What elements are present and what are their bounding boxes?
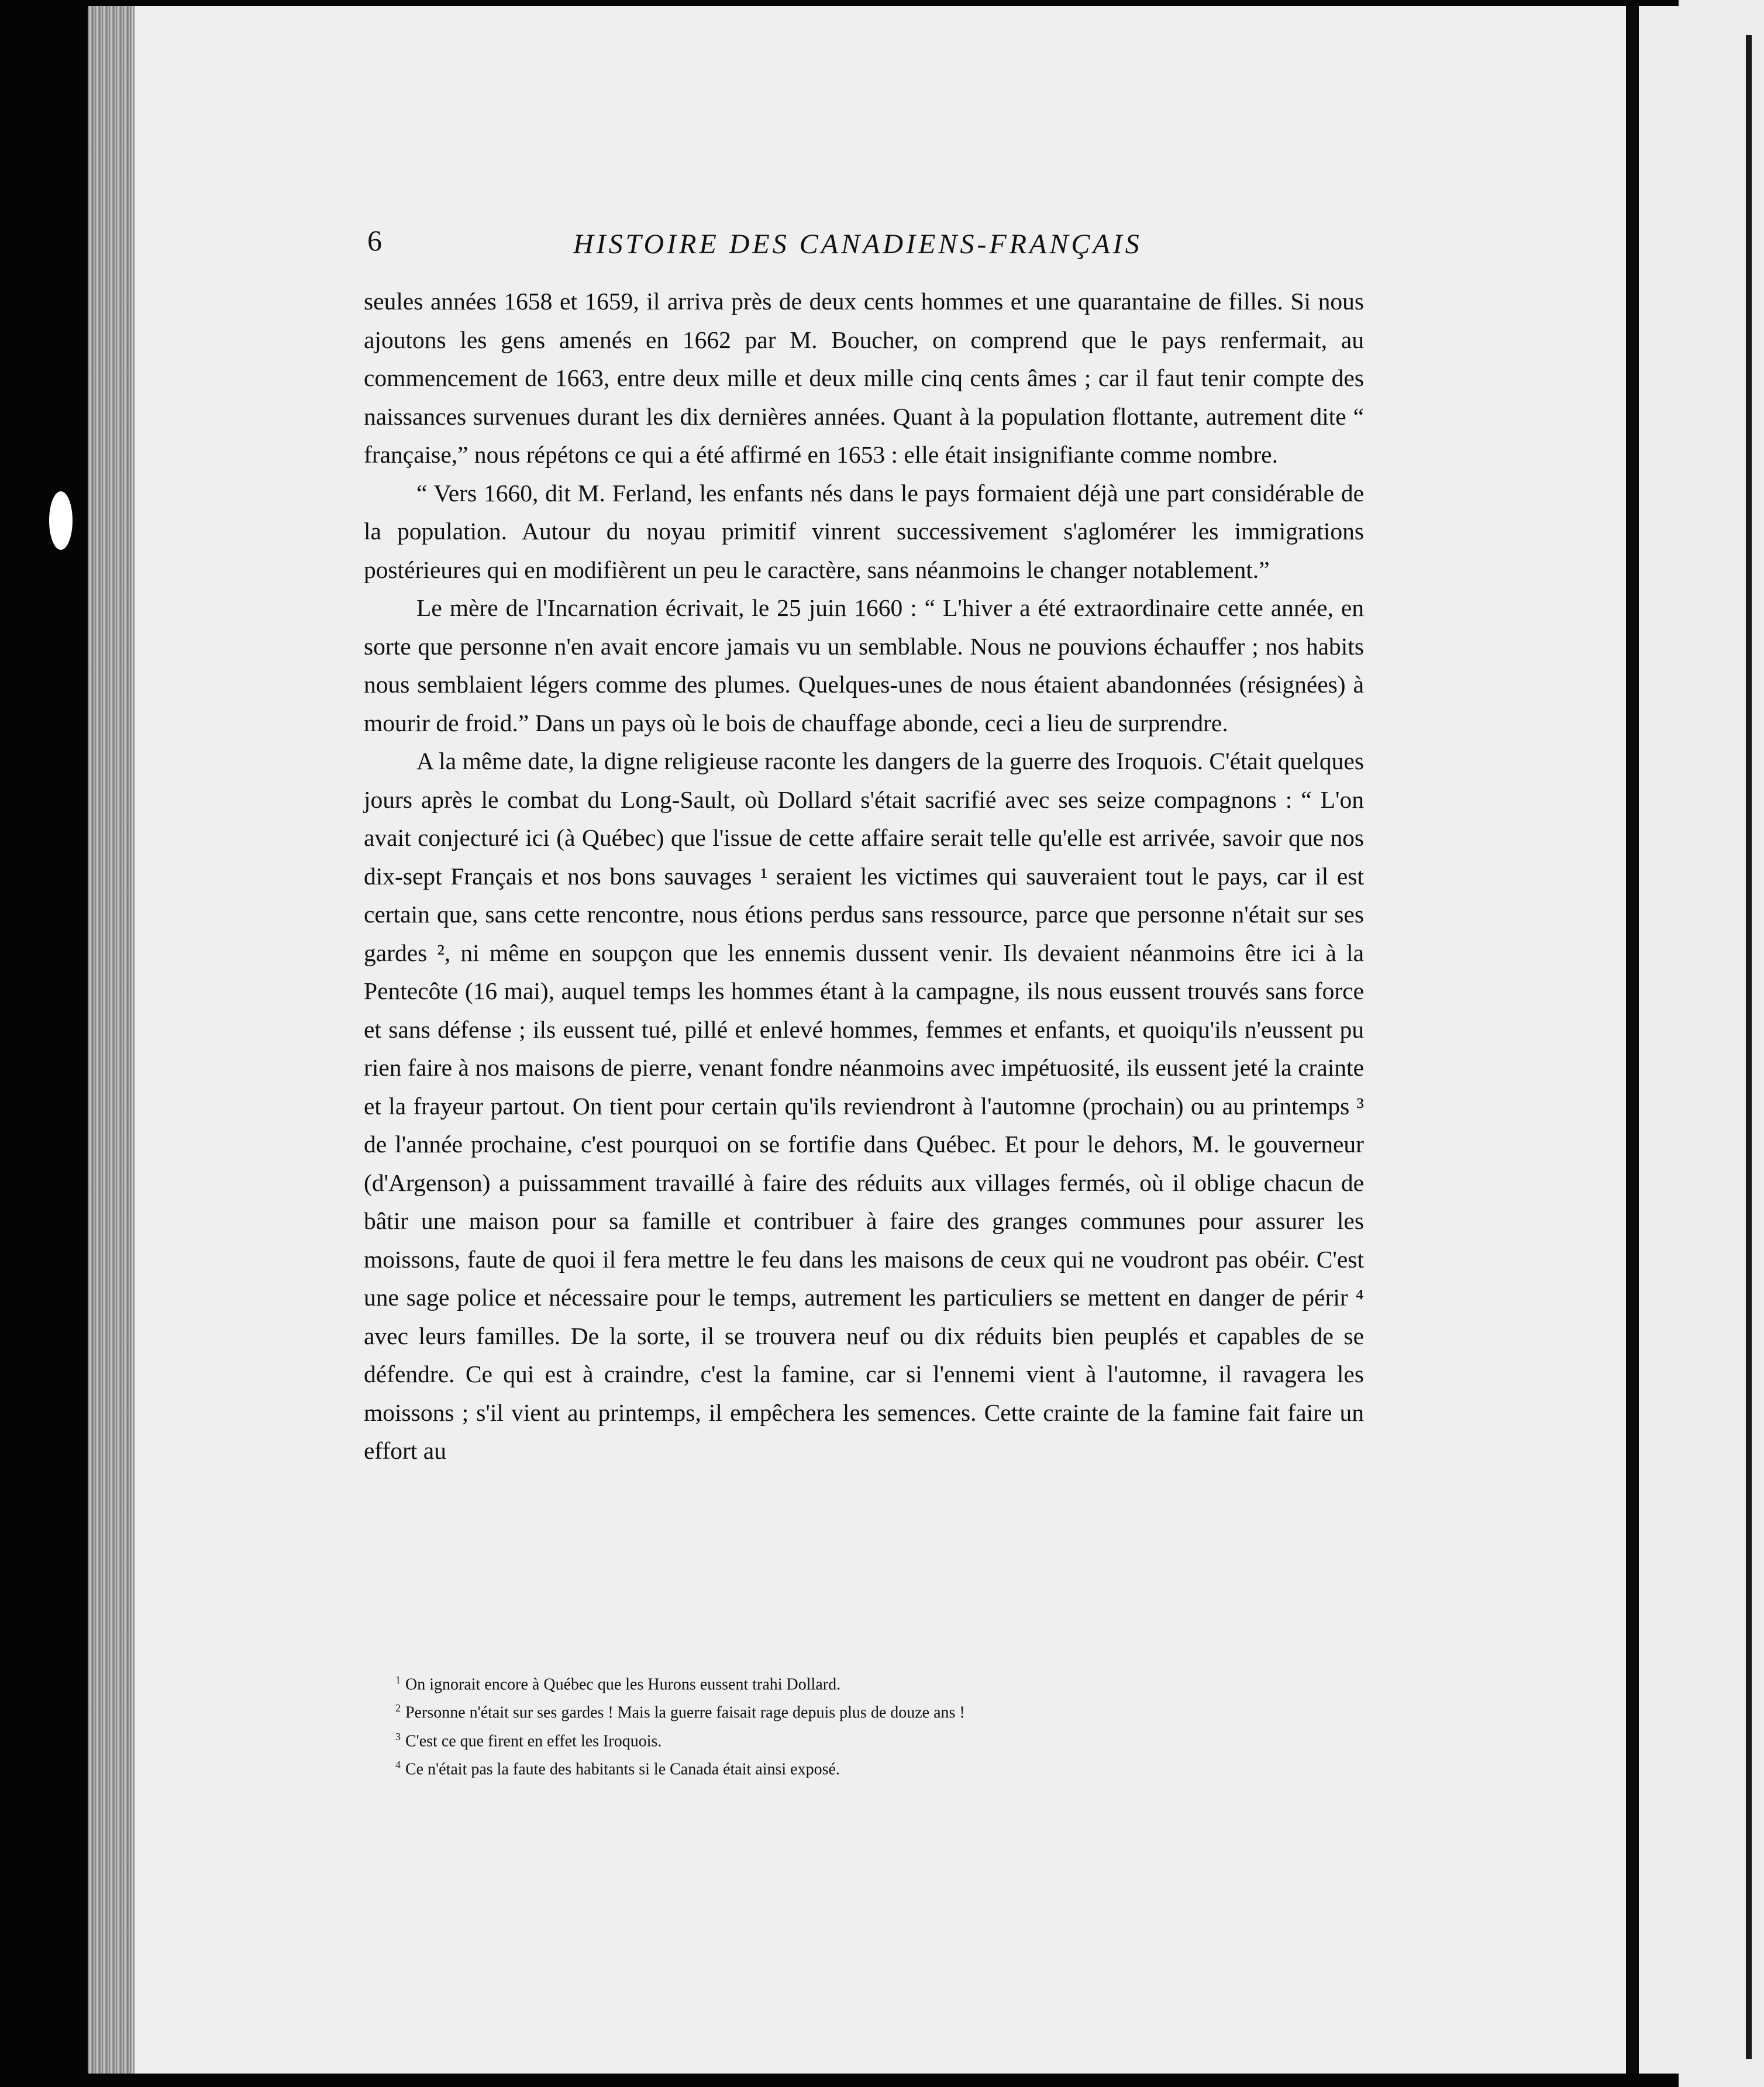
footnote-text: Personne n'était sur ses gardes ! Mais la guerre faisait rage depuis plus de douze ans ! bbox=[405, 1703, 965, 1722]
scan-artifact bbox=[49, 491, 73, 550]
paragraph: seules années 1658 et 1659, il arriva près de deux cents hommes et une quarantaine de filles. Si nous ajoutons les gens amenés en 1662 par M. Boucher, on comprend que le pays renfermait, au commencement de 1663, entre deux mille et deux mille cinq cents âmes ; car il faut tenir compte des naissances survenues durant les dix dernières années. Quant à la population flottante, autrement dite “ française,” nous répétons ce qui a été affirmé en 1653 : elle était insignifiante comme nombre. bbox=[364, 288, 1364, 468]
facing-page-edge bbox=[1639, 0, 1764, 2087]
paragraph: A la même date, la digne religieuse raconte les dangers de la guerre des Iroquois. C'était quelques jours après le combat du Long-Sault, où Dollard s'était sacrifié avec ses seize compagnons : “ L'on avait conjecturé ici (à Québec) que l'issue de cette affaire serait telle qu'elle est arrivée, savoir que nos dix-sept Français et nos bons sauvages ¹ seraient les victimes qui sauveraient tout le pays, car il est certain que, sans cette rencontre, nous étions perdus sans ressource, parce que personne n'était sur ses gardes ², ni même en soupçon que les ennemis dussent venir. Ils devaient néanmoins être ici à la Pentecôte (16 mai), auquel temps les hommes étant à la campagne, ils nous eussent trouvés sans force et sans défense ; ils eussent tué, pillé et enlevé hommes, femmes et enfants, et quoiqu'ils n'eussent pu rien faire à nos maisons de pierre, venant fondre néanmoins avec impétuosité, ils eussent jeté la crainte et la frayeur partout. On tient pour certain qu'ils reviendront à l'automne (prochain) ou au printemps ³ de l'année prochaine, c'est pourquoi on se fortifie dans Québec. Et pour le dehors, M. le gouverneur (d'Argenson) a puissamment travaillé à faire des réduits aux villages fermés, où il oblige chacun de bâtir une maison pour sa famille et contribuer à faire des granges communes pour assurer les moissons, faute de quoi il fera mettre le feu dans les maisons de ceux qui ne voudront pas obéir. C'est une sage police et nécessaire pour le temps, autrement les particuliers se mettent en danger de périr ⁴ avec leurs familles. De la sorte, il se trouvera neuf ou dix réduits bien peuplés et capables de se défendre. Ce qui est à craindre, c'est la famine, car si l'ennemi vient à l'automne, il ravagera les moissons ; s'il vient au printemps, il empêchera les semences. Cette crainte de la famine fait faire un effort au bbox=[364, 748, 1364, 1464]
page-number: 6 bbox=[367, 224, 382, 257]
top-border bbox=[88, 0, 1679, 6]
footnotes bbox=[395, 1668, 1273, 1781]
body-text bbox=[364, 283, 1364, 1470]
footnote bbox=[395, 1668, 1273, 1696]
footnote-text: C'est ce que firent en effet les Iroquois. bbox=[405, 1731, 662, 1750]
footnote bbox=[395, 1696, 1273, 1724]
page-gutter bbox=[1626, 0, 1639, 2087]
footnote-text: On ignorait encore à Québec que les Hurons eussent trahi Dollard. bbox=[405, 1675, 841, 1694]
footnote-text: Ce n'était pas la faute des habitants si le Canada était ainsi exposé. bbox=[405, 1760, 840, 1779]
bottom-border bbox=[88, 2074, 1679, 2087]
running-title: HISTOIRE DES CANADIENS-FRANÇAIS bbox=[573, 229, 1142, 260]
footnote bbox=[395, 1725, 1273, 1753]
footnote-mark: 1 bbox=[395, 1674, 401, 1686]
paragraph: “ Vers 1660, dit M. Ferland, les enfants nés dans le pays formaient déjà une part considérable de la population. Autour du noyau primitif vinrent successivement s'aglomérer les immigrations postérieures qui en modifièrent un peu le caractère, sans néanmoins le changer notablement.” bbox=[364, 479, 1364, 583]
book-spine-edge bbox=[88, 0, 135, 2087]
facing-page-border bbox=[1746, 35, 1752, 2059]
paragraph: Le mère de l'Incarnation écrivait, le 25 juin 1660 : “ L'hiver a été extraordinaire cette année, en sorte que personne n'en avait encore jamais vu un semblable. Nous ne pouvions échauffer ; nos habits nous semblaient légers comme des plumes. Quelques-unes de nous étaient abandonnées (résignées) à mourir de froid.” Dans un pays où le bois de chauffage abonde, ceci a lieu de surprendre. bbox=[364, 594, 1364, 736]
footnote-mark: 2 bbox=[395, 1702, 401, 1714]
footnote bbox=[395, 1753, 1273, 1781]
footnote-mark: 4 bbox=[395, 1758, 401, 1771]
footnote-mark: 3 bbox=[395, 1730, 401, 1742]
